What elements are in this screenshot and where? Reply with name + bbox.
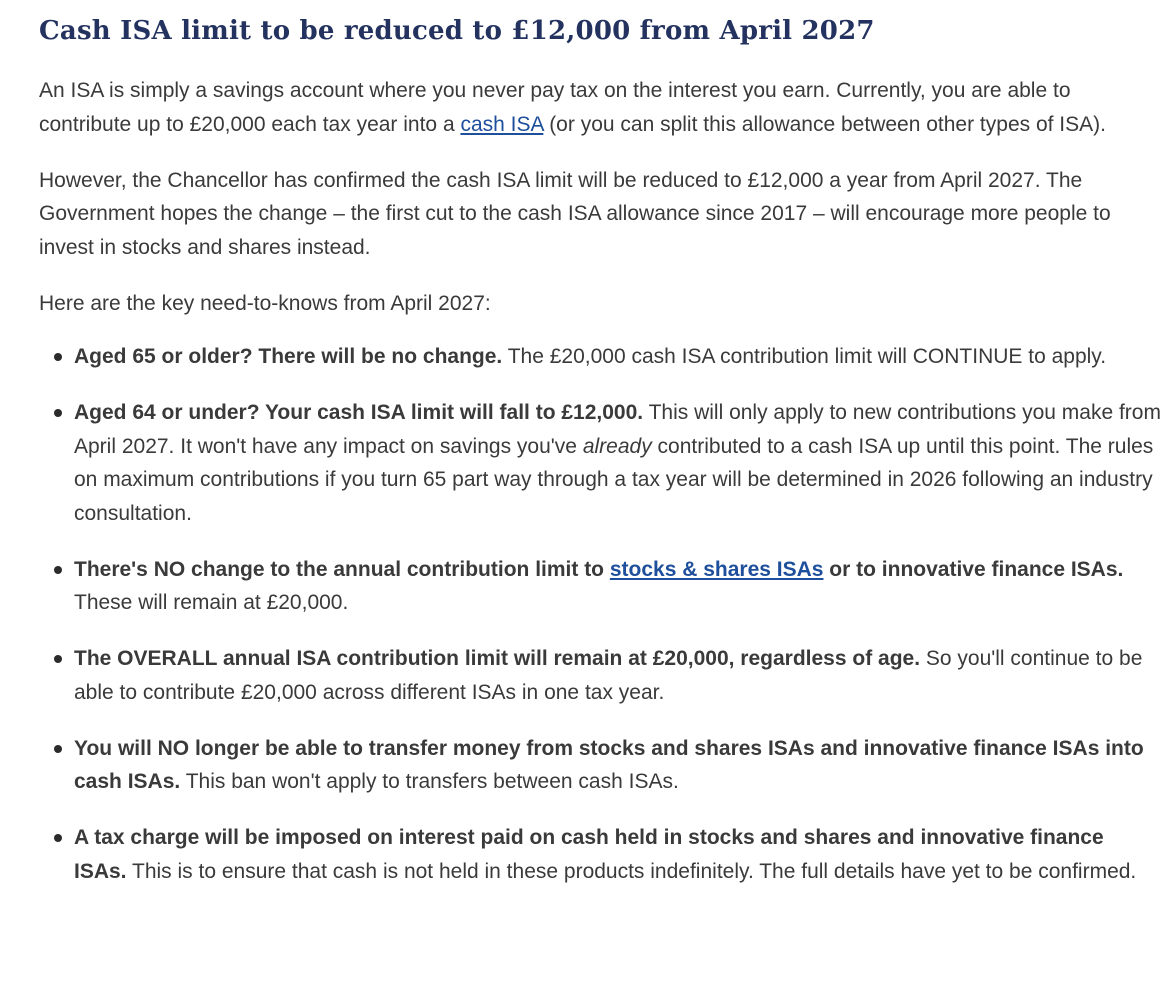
- list-item-bold: [74, 558, 1123, 581]
- list-item-text: contributed to a cash ISA up until this point. The rules on maximum contributions if you turn 65 part way through a tax year will be determined in 2026 following an industry consultation.: [74, 434, 1154, 525]
- article-title: Cash ISA limit to be reduced to £12,000 from April 2027: [39, 16, 875, 46]
- bullet-icon: [54, 353, 62, 361]
- list-item: [39, 642, 1161, 709]
- stocks-shares-isas-link[interactable]: stocks & shares ISAs: [609, 557, 824, 581]
- article: [39, 0, 1161, 911]
- list-item-text: This ban won't apply to transfers between cash ISAs.: [180, 770, 679, 793]
- list-item-bold: A tax charge will be imposed on interest paid on cash held in stocks and shares and innovative finance ISAs.: [74, 826, 1104, 883]
- key-points-intro: Here are the key need-to-knows from April 2027:: [39, 291, 491, 315]
- intro-text-before: An ISA is simply a savings account where you never pay tax on the interest you earn. Currently, you are able to contribute up to £20,000 each tax year into a: [39, 79, 1071, 136]
- list-item-text: These will remain at £20,000.: [74, 591, 349, 614]
- bullet-icon: [54, 834, 62, 842]
- list-item-text: This is to ensure that cash is not held in these products indefinitely. The full details have yet to be confirmed.: [126, 859, 1137, 883]
- list-item: [39, 553, 1161, 620]
- cash-isa-link[interactable]: cash ISA: [460, 112, 544, 136]
- list-item: [39, 732, 1161, 799]
- list-item: [39, 821, 1161, 888]
- bullet-icon: [54, 655, 62, 663]
- list-item-italic: already: [582, 434, 652, 458]
- list-item-bold: Aged 64 or under? Your cash ISA limit will fall to £12,000.: [74, 401, 644, 424]
- list-item-bold: Aged 65 or older? There will be no change.: [74, 345, 503, 368]
- bullet-icon: [54, 745, 62, 753]
- intro-paragraph: [39, 74, 1161, 141]
- list-item-text: This will only apply to new contributions you make from April 2027. It won't have any impact on savings you've: [74, 401, 1161, 458]
- intro-text-after: (or you can split this allowance between other types of ISA).: [543, 112, 1106, 136]
- list-item-text: So you'll continue to be able to contribute £20,000 across different ISAs in one tax year.: [74, 647, 1143, 704]
- bullet-icon: [54, 409, 62, 417]
- list-item: [39, 396, 1161, 530]
- chancellor-paragraph: However, the Chancellor has confirmed the cash ISA limit will be reduced to £12,000 a year from April 2027. The Government hopes the change – the first cut to the cash ISA allowance since 2017 – will encourage more people to invest in stocks and shares instead.: [39, 168, 1111, 259]
- bullet-icon: [54, 566, 62, 574]
- key-points-list: [39, 340, 1161, 888]
- list-item-bold: You will NO longer be able to transfer money from stocks and shares ISAs and innovative finance ISAs into cash ISAs.: [74, 736, 1144, 793]
- list-item-text: The £20,000 cash ISA contribution limit will CONTINUE to apply.: [502, 345, 1107, 368]
- list-item-bold-before: There's NO change to the annual contribution limit to: [74, 557, 610, 581]
- list-item-bold: The OVERALL annual ISA contribution limit will remain at £20,000, regardless of age.: [74, 647, 921, 670]
- list-item: [39, 340, 1161, 374]
- list-item-bold-after: or to innovative finance ISAs.: [823, 557, 1124, 581]
